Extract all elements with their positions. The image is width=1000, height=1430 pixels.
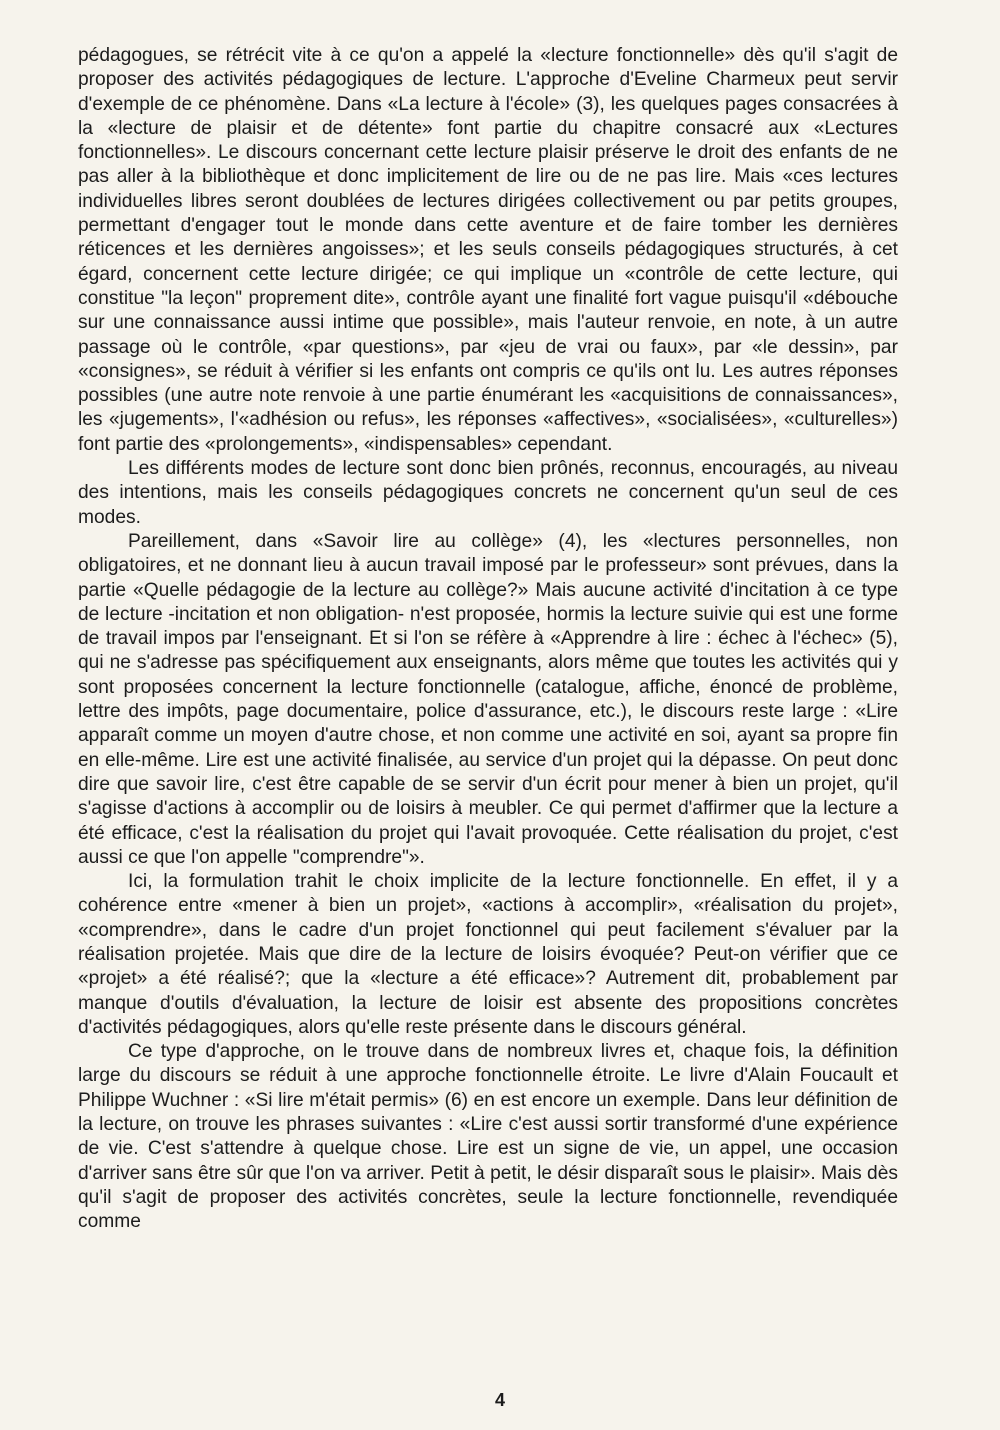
document-body xyxy=(78,44,898,1235)
paragraph-3: Pareillement, dans «Savoir lire au collège» (4), les «lectures personnelles, non obligatoires, et ne donnant lieu à aucun travail imposé par le professeur» sont prévues, dans la partie «Quelle pédagogie de la lecture au collège?» Mais aucune activité d'incitation à ce type de lecture -incitation et non obligation- n'est proposée, hormis la lecture suivie qui est une forme de travail impos par l'enseignant. Et si l'on se réfère à «Apprendre à lire : échec à l'échec» (5), qui ne s'adresse pas spécifiquement aux enseignants, alors même que toutes les activités qui y sont proposées concernent la lecture fonctionnelle (catalogue, affiche, énoncé de problème, lettre des impôts, page documentaire, police d'assurance, etc.), le discours reste large : «Lire apparaît comme un moyen d'autre chose, et non comme une activité en soi, ayant sa propre fin en elle-même. Lire est une activité finalisée, au service d'un projet qui la dépasse. On peut donc dire que savoir lire, c'est être capable de se servir d'un écrit pour mener à bien un projet, qu'il s'agisse d'actions à accomplir ou de loisirs à meubler. Ce qui permet d'affirmer que la lecture a été efficace, c'est la réalisation du projet qui l'avait provoquée. Cette réalisation du projet, c'est aussi ce que l'on appelle "comprendre"». xyxy=(78,530,898,868)
paragraph-2: Les différents modes de lecture sont donc bien prônés, reconnus, encouragés, au niveau des intentions, mais les conseils pédagogiques concrets ne concernent qu'un seul de ces modes. xyxy=(78,458,898,528)
page-number: 4 xyxy=(494,1390,505,1410)
paragraph-1: pédagogues, se rétrécit vite à ce qu'on a appelé la «lecture fonctionnelle» dès qu'il s'agit de proposer des activités pédagogiques de lecture. L'approche d'Eveline Charmeux peut servir d'exemple de ce phénomène. Dans «La lecture à l'école» (3), les quelques pages consacrées à la «lecture de plaisir et de détente» font partie du chapitre consacré aux «Lectures fonctionnelles». Le discours concernant cette lecture plaisir préserve le droit des enfants de ne pas aller à la bibliothèque et donc implicitement de lire ou de ne pas lire. Mais «ces lectures individuelles libres seront doublées de lectures dirigées collectivement ou par petits groupes, permettant d'engager tout le monde dans cette aventure et de faire tomber les dernières réticences et les dernières angoisses»; et les seuls conseils pédagogiques structurés, à cet égard, concernent cette lecture dirigée; ce qui implique un «contrôle de cette lecture, qui constitue "la leçon" proprement dite», contrôle ayant une finalité fort vague puisqu'il «débouche sur une connaissance aussi intime que possible», mais l'auteur renvoie, en note, à un autre passage où le contrôle, «par questions», par «jeu de vrai ou faux», par «le dessin», par «consignes», se réduit à vérifier si les enfants ont compris ce qu'ils ont lu. Les autres réponses possibles (une autre note renvoie à une partie énumérant les «acquisitions de connaissances», les «jugements», l'«adhésion ou refus», les réponses «affectives», «socialisées», «culturelles») font partie des «prolongements», «indispensables» cependant. xyxy=(78,45,898,455)
paragraph-5: Ce type d'approche, on le trouve dans de nombreux livres et, chaque fois, la définition large du discours se réduit à une approche fonctionnelle étroite. Le livre d'Alain Foucault et Philippe Wuchner : «Si lire m'était permis» (6) en est encore un exemple. Dans leur définition de la lecture, on trouve les phrases suivantes : «Lire c'est aussi sortir transformé d'une expérience de vie. C'est s'attendre à quelque chose. Lire est un signe de vie, un appel, une occasion d'arriver sans être sûr que l'on va arriver. Petit à petit, le désir disparaît sous le plaisir». Mais dès qu'il s'agit de proposer des activités concrètes, seule la lecture fonctionnelle, revendiquée comme xyxy=(78,1041,898,1233)
paragraph-4: Ici, la formulation trahit le choix implicite de la lecture fonctionnelle. En effet, il y a cohérence entre «mener à bien un projet», «actions à accomplir», «réalisation du projet», «comprendre», dans le cadre d'un projet fonctionnel qui peut facilement s'évaluer par la réalisation projetée. Mais que dire de la lecture de loisirs évoquée? Peut-on vérifier que ce «projet» a été réalisé?; que la «lecture a été efficace»? Autrement dit, probablement par manque d'outils d'évaluation, la lecture de loisir est absente des propositions concrètes d'activités pédagogiques, alors qu'elle reste présente dans le discours général. xyxy=(78,871,898,1038)
